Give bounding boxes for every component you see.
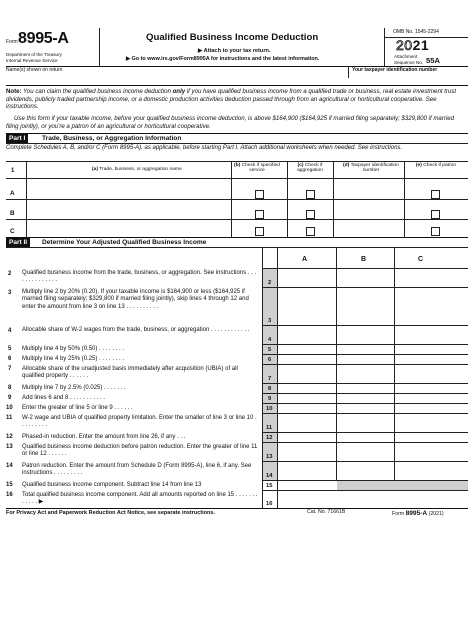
part1-label: Part I [6, 134, 28, 143]
sequence-label: Sequence No. [394, 60, 424, 65]
row-b-label: B [10, 210, 15, 217]
row-a-aggregation-checkbox[interactable] [306, 190, 315, 199]
column-e-header: (e) Check if patron [415, 163, 457, 168]
note-paragraph [6, 88, 466, 111]
tin-label: Your taxpayer identification number [352, 67, 438, 73]
line-16-box-label: 16 [266, 501, 273, 507]
note-only: only [172, 88, 186, 95]
column-d-header: (d) Taxpayer identification number [343, 163, 399, 174]
line-15-number: 15 [6, 482, 13, 488]
row-a-tin-field[interactable] [334, 179, 403, 197]
dept-line-1: Department of the Treasury [6, 52, 62, 57]
line-15-shaded-cells [337, 481, 468, 490]
line-8-number: 8 [8, 385, 12, 391]
row-a-label: A [10, 190, 15, 197]
line-13-description: Qualified business income deduction before patron reduction. Enter the greater of line 11 or line 12 . . . . . . [22, 444, 258, 458]
line-12-number: 12 [6, 434, 13, 440]
line-14-number: 14 [6, 463, 13, 469]
line-9-box-label: 9 [268, 396, 272, 402]
line-16-description: Total qualified business income component. Add all amounts reported on line 15 . . . . . . . . . . . . ▶ [22, 492, 258, 506]
column-b-header: (b) Check if specified service [234, 163, 280, 174]
instructions-url-line: ▶ Go to www.irs.gov/Form8995A for instructions and the latest information. [126, 56, 320, 62]
footer-form-id: Form 8995-A (2021) [392, 510, 444, 517]
part2-col-a-header: A [302, 256, 308, 263]
row-b-specified-service-checkbox[interactable] [255, 210, 264, 219]
line-number-column-shading [262, 268, 277, 481]
line-5-number: 5 [8, 346, 12, 352]
row-c-tin-field[interactable] [334, 220, 403, 236]
line-15-box-label: 15 [266, 483, 273, 489]
row-c-aggregation-checkbox[interactable] [306, 227, 315, 236]
row-b-tin-field[interactable] [334, 200, 403, 218]
note-label: Note: [6, 88, 22, 95]
note-text-1: You can claim the qualified business income deduction [21, 88, 173, 95]
form-word: Form [6, 39, 18, 45]
line-13-number: 13 [6, 444, 13, 450]
line-12-description: Phased-in reduction. Enter the amount from line 26, if any . . . [22, 434, 186, 440]
form-title: Qualified Business Income Deduction [146, 32, 319, 43]
row-c-specified-service-checkbox[interactable] [255, 227, 264, 236]
line-14-description: Patron reduction. Enter the amount from Schedule D (Form 8995-A), line 6, if any. See instructions . . . . . . . . . [22, 463, 252, 477]
line-3-number: 3 [8, 290, 12, 296]
line-7-box-label: 7 [268, 376, 272, 382]
attach-instruction: ▶ Attach to your tax return. [198, 48, 271, 54]
note-paragraph-2: Use this form if your taxable income, before your qualified business income deduction, is above $164,900 ($164,925 if married filing separately; $329,800 if married filing jointly), or you're a patron of an agricultural or horticultural cooperative. [6, 115, 455, 130]
line-6-box-label: 6 [268, 357, 272, 363]
line-3-description: Multiply line 2 by 20% (0.20). If your taxable income is $164,900 or less ($164,925 if married filing separately; $329,800 if married filing jointly), skip lines 4 through 12 and enter the amount from line 3 on line 13 . . . . . . . . . . [22, 289, 249, 310]
line-4-number: 4 [8, 328, 12, 334]
part2-title: Determine Your Adjusted Qualified Business Income [42, 239, 207, 246]
name-label: Name(s) shown on return [6, 67, 63, 73]
line-4-description: Allocable share of W-2 wages from the trade, business, or aggregation . . . . . . . . . . . . [22, 327, 250, 333]
column-c-header: (c) Check if aggregation [297, 163, 323, 174]
line-14-box-label: 14 [266, 473, 273, 479]
dept-line-2: Internal Revenue Service [6, 58, 58, 63]
row-b-patron-checkbox[interactable] [431, 210, 440, 219]
line-9-description: Add lines 6 and 8 . . . . . . . . . . . [22, 395, 106, 401]
line-16-number: 16 [6, 492, 13, 498]
part1-instruction: Complete Schedules A, B, and/or C (Form 8995-A), as applicable, before starting Part I. Attach additional worksheets when needed. See instructions. [6, 145, 403, 151]
part2-col-c-header: C [418, 256, 424, 263]
tax-year [396, 38, 429, 53]
tax-year-prefix: 20 [396, 37, 413, 53]
line-1-number: 1 [11, 168, 15, 174]
sequence-number: 55A [426, 56, 440, 65]
form-number: 8995-A [18, 30, 69, 47]
line-10-box-label: 10 [266, 406, 273, 412]
note-text-2: if you have qualified business income from a qualified trade or business, real estate investment trust dividends, publicly traded partnership income, or a domestic production activities deduction passed through from an agricultural or horticultural cooperative. See instructions. [6, 88, 457, 111]
line-15-description: Qualified business income component. Subtract line 14 from line 13 [22, 482, 202, 488]
part2-label: Part II [6, 238, 30, 247]
line-4-box-label: 4 [268, 337, 272, 343]
line-6-number: 6 [8, 356, 12, 362]
line-10-description: Enter the greater of line 5 or line 9 . . . . . . [22, 405, 133, 411]
part1-title: Trade, Business, or Aggregation Information [42, 135, 182, 142]
line-8-description: Multiply line 7 by 2.5% (0.025) . . . . . . . [22, 385, 126, 391]
row-c-name-field[interactable] [27, 220, 230, 236]
line-13-box-label: 13 [266, 454, 273, 460]
line-11-box-label: 11 [266, 425, 273, 431]
omb-number: OMB No. 1545-2294 [393, 29, 439, 35]
row-a-patron-checkbox[interactable] [431, 190, 440, 199]
name-field[interactable] [6, 75, 348, 85]
line-7-number: 7 [8, 366, 12, 372]
line-8-box-label: 8 [268, 386, 272, 392]
line-11-description: W-2 wage and UBIA of qualified property limitation. Enter the smaller of line 3 or line 10 . . . . . . . . . [22, 415, 257, 429]
catalog-number: Cat. No. 71661B [307, 509, 346, 515]
line-2-description: Qualified business income from the trade, business, or aggregation. See instructions . . . . . . . . . . . . . . [22, 270, 257, 284]
line-6-description: Multiply line 4 by 25% (0.25) . . . . . . . . [22, 356, 125, 362]
row-b-aggregation-checkbox[interactable] [306, 210, 315, 219]
privacy-notice: For Privacy Act and Paperwork Reduction Act Notice, see separate instructions. [6, 510, 215, 516]
line-12-box-label: 12 [266, 435, 273, 441]
line-2-col-a-input[interactable] [278, 269, 335, 286]
part2-col-b-header: B [361, 256, 367, 263]
column-a-header: (a) Trade, business, or aggregation name [92, 167, 182, 172]
line-5-box-label: 5 [268, 347, 272, 353]
row-c-label: C [10, 228, 15, 235]
row-b-name-field[interactable] [27, 200, 230, 218]
tax-year-suffix: 21 [412, 37, 430, 53]
line-3-box-label: 3 [268, 318, 272, 324]
line-2-box-label: 2 [268, 280, 272, 286]
line-7-description: Allocable share of the unadjusted basis immediately after acquisition (UBIA) of all qualified property . . . . . . [22, 366, 238, 380]
line-5-description: Multiply line 4 by 50% (0.50) . . . . . . . . [22, 346, 125, 352]
line-3-col-a-input[interactable] [278, 288, 335, 324]
line-16-total-input[interactable] [278, 491, 467, 507]
line-2-number: 2 [8, 271, 12, 277]
line-9-number: 9 [8, 395, 12, 401]
attachment-label: Attachment [394, 54, 418, 59]
line-10-number: 10 [6, 405, 13, 411]
row-c-patron-checkbox[interactable] [431, 227, 440, 236]
row-a-name-field[interactable] [27, 179, 230, 197]
line-11-number: 11 [6, 415, 13, 421]
row-a-specified-service-checkbox[interactable] [255, 190, 264, 199]
